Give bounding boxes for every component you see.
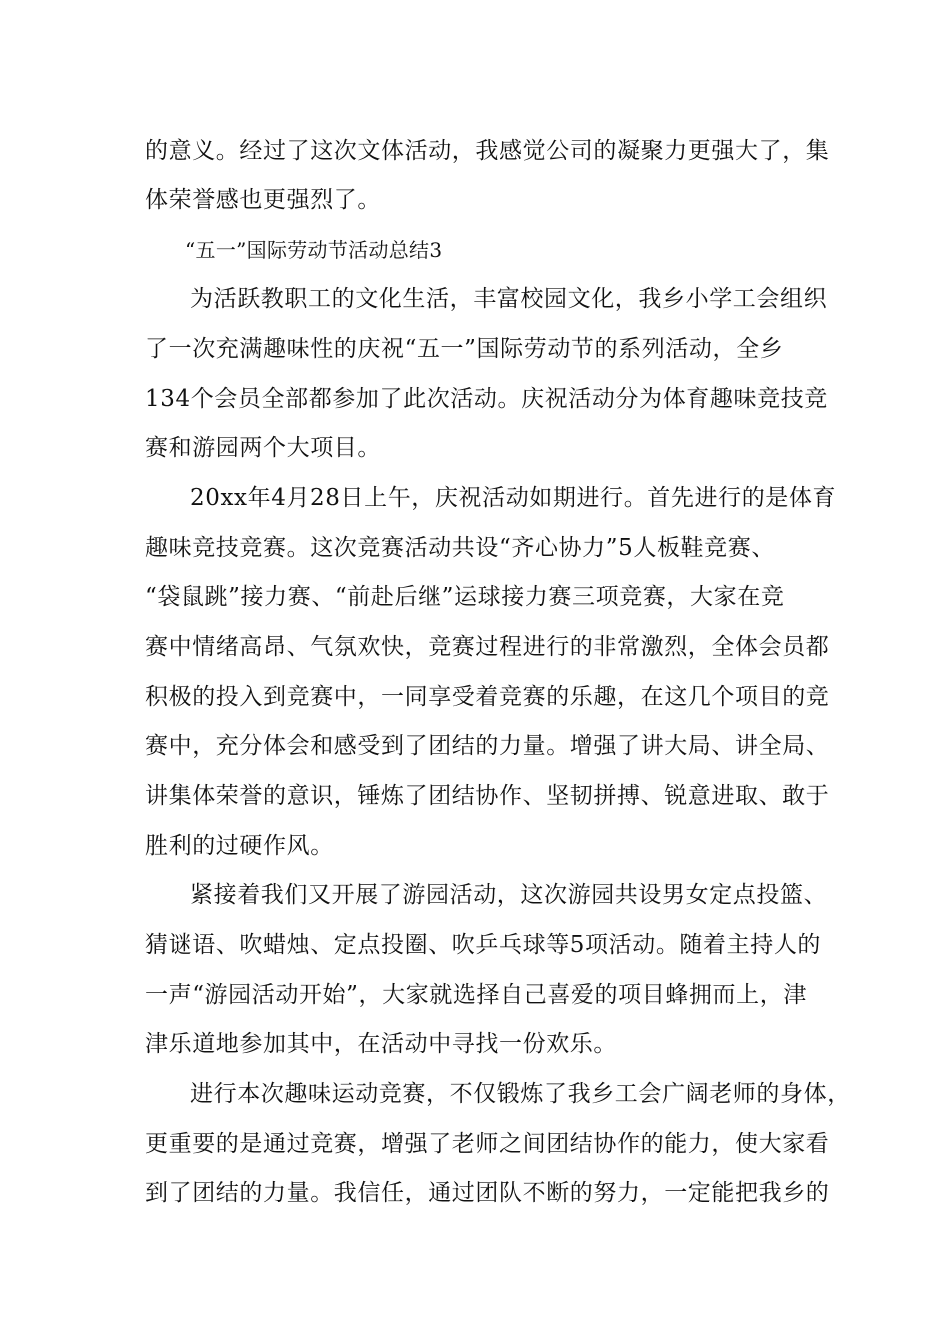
text-line: 体荣誉感也更强烈了。	[145, 187, 381, 213]
text-line: 更重要的是通过竞赛，增强了老师之间团结协作的能力，使大家看	[145, 1131, 830, 1157]
text-line: 赛和游园两个大项目。	[145, 435, 381, 461]
text-line: 紧接着我们又开展了游园活动，这次游园共设男女定点投篮、	[190, 882, 828, 908]
text-line: 到了团结的力量。我信任，通过团队不断的努力，一定能把我乡的	[145, 1180, 830, 1206]
text-line: 积极的投入到竞赛中，一同享受着竞赛的乐趣，在这几个项目的竞	[145, 684, 830, 710]
text-line: 赛中情绪高昂、气氛欢快，竞赛过程进行的非常激烈，全体会员都	[145, 634, 830, 660]
text-line: 猜谜语、吹蜡烛、定点投圈、吹乒乓球等5项活动。随着主持人的	[145, 932, 822, 958]
text-line: 赛中，充分体会和感受到了团结的力量。增强了讲大局、讲全局、	[145, 733, 830, 759]
text-line: 了一次充满趣味性的庆祝“五一”国际劳动节的系列活动，全乡	[145, 336, 784, 362]
text-line: 的意义。经过了这次文体活动，我感觉公司的凝聚力更强大了，集	[145, 138, 830, 164]
text-line: 一声“游园活动开始”，大家就选择自己喜爱的项目蜂拥而上，津	[145, 982, 807, 1008]
text-line: 为活跃教职工的文化生活，丰富校园文化，我乡小学工会组织	[190, 286, 828, 312]
text-line: 20xx年4月28日上午，庆祝活动如期进行。首先进行的是体育	[190, 485, 837, 511]
section-heading: “五一”国际劳动节活动总结3	[185, 238, 443, 262]
text-line: 讲集体荣誉的意识，锤炼了团结协作、坚韧拼搏、锐意进取、敢于	[145, 783, 830, 809]
text-line: 津乐道地参加其中，在活动中寻找一份欢乐。	[145, 1031, 617, 1057]
text-line: 134个会员全部都参加了此次活动。庆祝活动分为体育趣味竞技竞	[145, 386, 828, 412]
text-line: “袋鼠跳”接力赛、“前赴后继”运球接力赛三项竞赛，大家在竞	[145, 584, 785, 610]
text-line: 胜利的过硬作风。	[145, 833, 334, 859]
text-line: 趣味竞技竞赛。这次竞赛活动共设“齐心协力”5人板鞋竞赛、	[145, 535, 775, 561]
text-line: 进行本次趣味运动竞赛，不仅锻炼了我乡工会广阔老师的身体，	[190, 1081, 851, 1107]
